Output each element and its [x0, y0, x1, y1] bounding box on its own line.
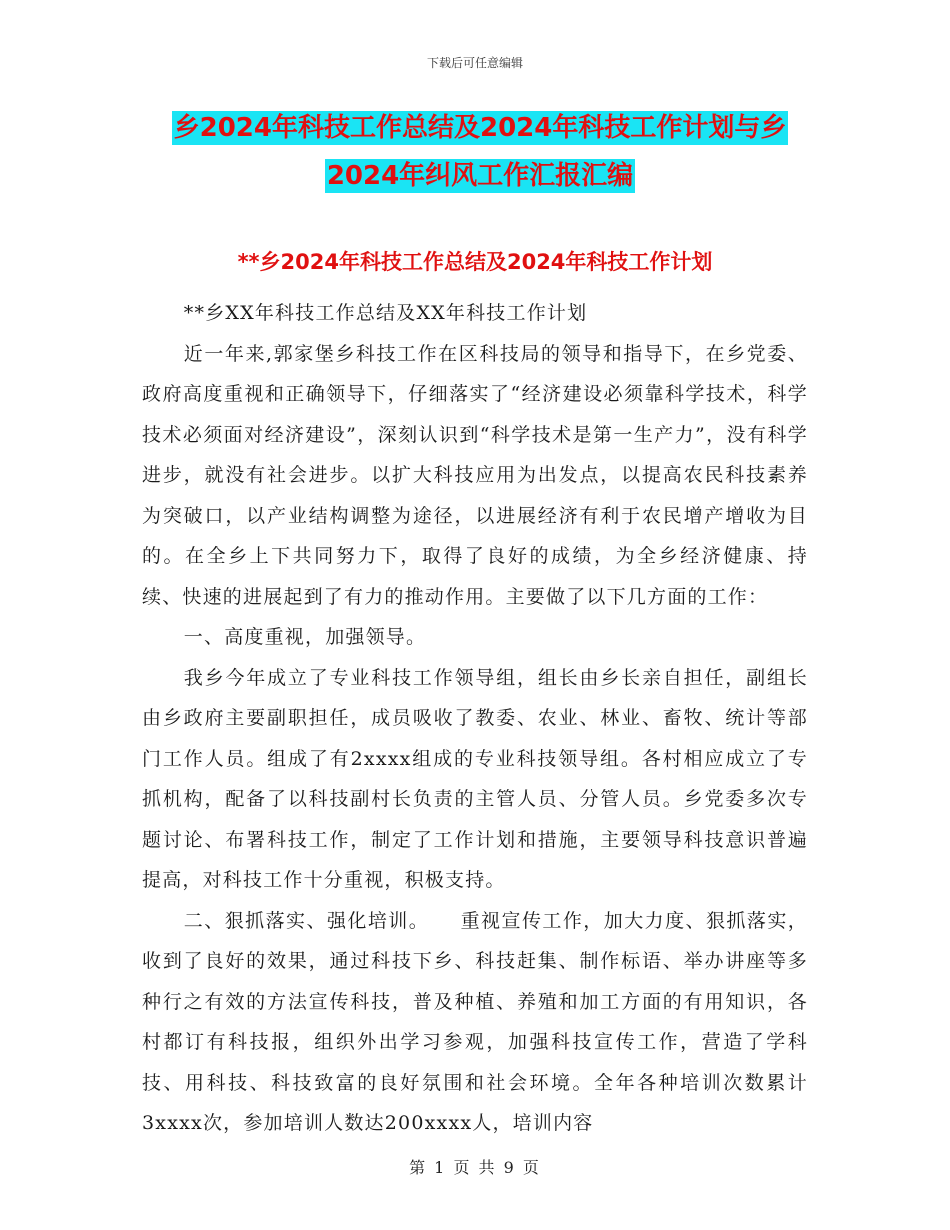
document-title-line2: 2024年纠风工作汇报汇编: [326, 161, 634, 191]
paragraph-subtitle: **乡XX年科技工作总结及XX年科技工作计划: [183, 302, 588, 324]
page-footer: 第 1 页 共 9 页: [409, 1158, 541, 1177]
document-title: [150, 104, 810, 200]
page-header-note: 下载后可任意编辑: [426, 56, 523, 70]
document-body: [142, 293, 808, 1144]
document-title-line1: 乡2024年科技工作总结及2024年科技工作计划与乡: [173, 113, 787, 143]
paragraph-training: 二、狠抓落实、强化培训。 重视宣传工作，加大力度、狠抓落实，收到了良好的效果，通过科技下乡、科技赶集、制作标语、举办讲座等多种行之有效的方法宣传科技，普及种植、养殖和加工方面的有用知识，各村都订有科技报，组织外出学习参观，加强科技宣传工作，营造了学科技、用科技、科技致富的良好氛围和社会环境。全年各种培训次数累计3xxxx次，参加培训人数达200xxxx人，培训内容: [142, 909, 808, 1134]
paragraph-intro: 近一年来,郭家堡乡科技工作在区科技局的领导和指导下，在乡党委、政府高度重视和正确领导下，仔细落实了“经济建设必须靠科学技术，科学技术必须面对经济建设”，深刻认识到“科学技术是第一生产力”，没有科学进步，就没有社会进步。以扩大科技应用为出发点，以提高农民科技素养为突破口，以产业结构调整为途径，以进展经济有利于农民增产增收为目的。在全乡上下共同努力下，取得了良好的成绩，为全乡经济健康、持续、快速的进展起到了有力的推动作用。主要做了以下几方面的工作：: [142, 342, 808, 608]
paragraph-heading-1: 一、高度重视，加强领导。: [183, 626, 427, 648]
paragraph-leadership: 我乡今年成立了专业科技工作领导组，组长由乡长亲自担任，副组长由乡政府主要副职担任，成员吸收了教委、农业、林业、畜牧、统计等部门工作人员。组成了有2xxxx组成的专业科技领导组。各村相应成立了专抓机构，配备了以科技副村长负责的主管人员、分管人员。乡党委多次专题讨论、布署科技工作，制定了工作计划和措施，主要领导科技意识普遍提高，对科技工作十分重视，积极支持。: [142, 666, 808, 891]
section-title: **乡2024年科技工作总结及2024年科技工作计划: [237, 250, 713, 274]
